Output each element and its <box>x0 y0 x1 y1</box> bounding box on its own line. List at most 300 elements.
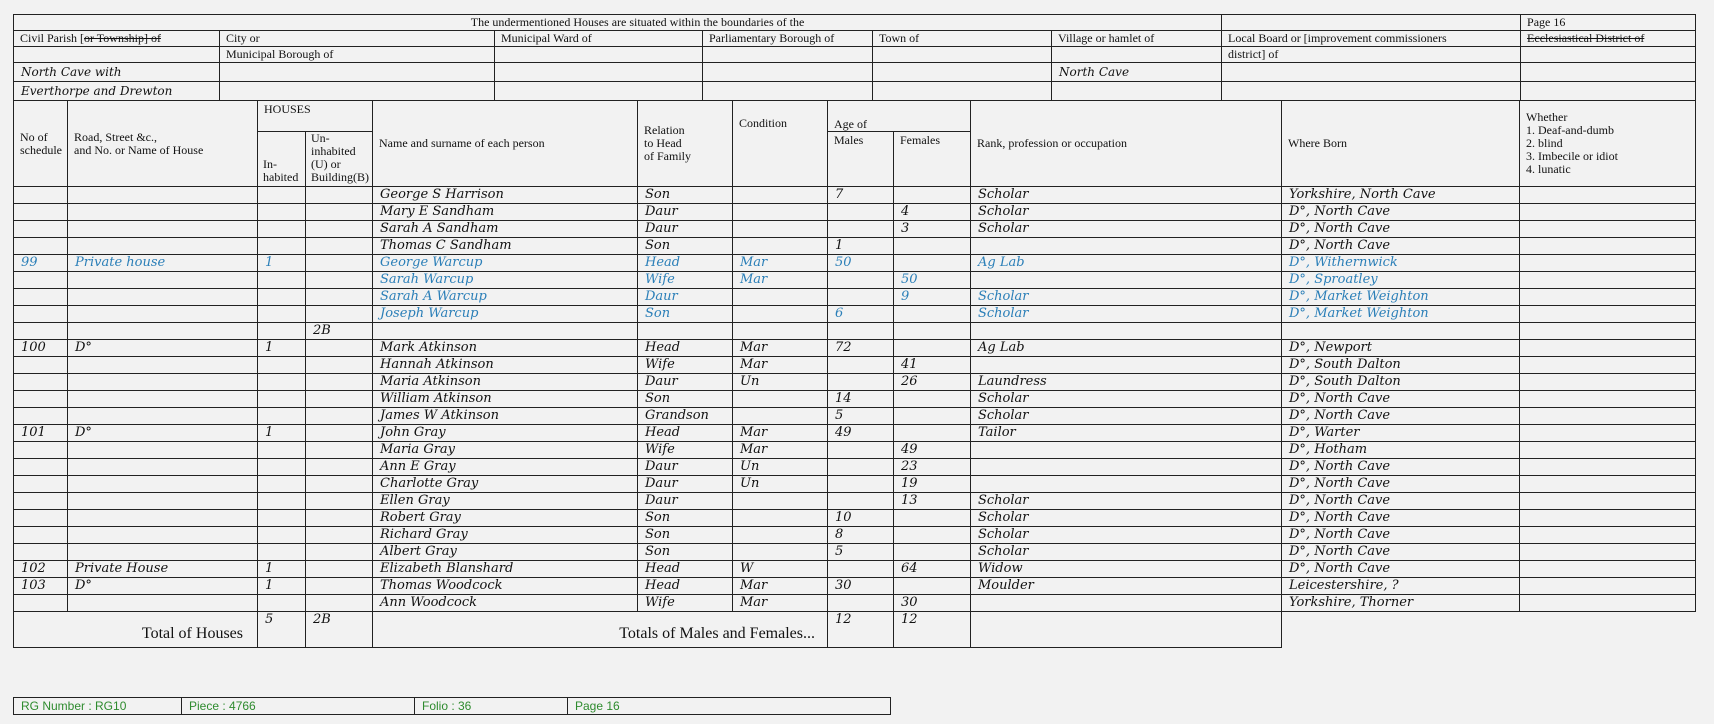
relation-cell: Daur <box>638 493 733 510</box>
whether-cell <box>1520 510 1696 527</box>
female-age-cell: 26 <box>894 374 971 391</box>
occupation-cell: Scholar <box>971 391 1282 408</box>
uninhabited-cell <box>306 221 373 238</box>
whether-cell <box>1520 442 1696 459</box>
female-age-cell: 23 <box>894 459 971 476</box>
birthplace-cell: D°, North Cave <box>1282 408 1520 425</box>
male-age-cell <box>828 493 894 510</box>
schedule-cell <box>14 459 68 476</box>
uninhabited-cell <box>306 255 373 272</box>
uninhabited-cell <box>306 204 373 221</box>
schedule-cell <box>14 391 68 408</box>
parish-value-2: Everthorpe and Drewton <box>14 82 220 101</box>
road-cell: D° <box>68 340 258 357</box>
relation-cell: Wife <box>638 357 733 374</box>
schedule-cell <box>14 493 68 510</box>
occupation-cell <box>971 323 1282 340</box>
whether-cell <box>1520 289 1696 306</box>
inhabited-cell <box>258 544 306 561</box>
female-age-cell: 49 <box>894 442 971 459</box>
relation-cell: Head <box>638 561 733 578</box>
male-age-cell <box>828 204 894 221</box>
male-age-cell <box>828 442 894 459</box>
condition-cell <box>733 323 828 340</box>
whether-cell <box>1520 493 1696 510</box>
name-cell: Richard Gray <box>373 527 638 544</box>
ecclesiastical-label: Ecclesiastical District of <box>1521 31 1696 47</box>
name-cell: George S Harrison <box>373 187 638 204</box>
condition-cell: Mar <box>733 340 828 357</box>
birthplace-cell: D°, Warter <box>1282 425 1520 442</box>
condition-cell <box>733 306 828 323</box>
table-row <box>14 595 1696 612</box>
schedule-cell <box>14 357 68 374</box>
inhabited-cell <box>258 306 306 323</box>
inhabited-cell <box>258 323 306 340</box>
town-label: Town of <box>873 31 1052 47</box>
occupation-cell: Scholar <box>971 408 1282 425</box>
table-row <box>14 561 1696 578</box>
schedule-cell: 102 <box>14 561 68 578</box>
folio-number: Folio : 36 <box>415 698 568 715</box>
municipal-borough-label: Municipal Borough of <box>220 47 495 63</box>
whether-cell <box>1520 459 1696 476</box>
male-age-cell: 5 <box>828 544 894 561</box>
schedule-cell <box>14 544 68 561</box>
name-cell <box>373 323 638 340</box>
name-cell: Sarah A Sandham <box>373 221 638 238</box>
road-cell <box>68 544 258 561</box>
table-row <box>14 323 1696 340</box>
page-number: Page 16 <box>568 698 891 715</box>
birthplace-cell: Yorkshire, North Cave <box>1282 187 1520 204</box>
name-cell: Ellen Gray <box>373 493 638 510</box>
condition-cell <box>733 391 828 408</box>
whether-cell <box>1520 238 1696 255</box>
name-cell: Mary E Sandham <box>373 204 638 221</box>
female-age-cell <box>894 425 971 442</box>
whether-cell <box>1520 187 1696 204</box>
occupation-cell <box>971 272 1282 289</box>
inhabited-cell <box>258 527 306 544</box>
table-row <box>14 544 1696 561</box>
male-age-cell <box>828 272 894 289</box>
page-label: Page 16 <box>1521 15 1696 31</box>
header-table <box>13 14 1696 101</box>
female-age-cell: 41 <box>894 357 971 374</box>
inhabited-cell <box>258 459 306 476</box>
schedule-cell: 101 <box>14 425 68 442</box>
table-row <box>14 289 1696 306</box>
schedule-cell <box>14 374 68 391</box>
occupation-cell: Scholar <box>971 289 1282 306</box>
schedule-cell: 99 <box>14 255 68 272</box>
female-age-cell <box>894 408 971 425</box>
total-inhabited: 5 <box>258 612 306 648</box>
inhabited-cell <box>258 391 306 408</box>
relation-cell: Head <box>638 255 733 272</box>
male-age-cell: 7 <box>828 187 894 204</box>
birthplace-cell: Leicestershire, ? <box>1282 578 1520 595</box>
schedule-cell <box>14 289 68 306</box>
schedule-cell <box>14 221 68 238</box>
male-age-cell <box>828 595 894 612</box>
table-row <box>14 238 1696 255</box>
condition-cell <box>733 510 828 527</box>
road-cell <box>68 408 258 425</box>
whether-cell <box>1520 357 1696 374</box>
schedule-cell <box>14 187 68 204</box>
relation-cell <box>638 323 733 340</box>
female-age-cell <box>894 544 971 561</box>
birthplace-cell: D°, North Cave <box>1282 391 1520 408</box>
whether-cell <box>1520 561 1696 578</box>
female-age-cell <box>894 187 971 204</box>
table-row <box>14 391 1696 408</box>
total-males: 12 <box>828 612 894 648</box>
schedule-cell <box>14 272 68 289</box>
uninhabited-cell <box>306 306 373 323</box>
occupation-cell <box>971 476 1282 493</box>
relation-cell: Daur <box>638 221 733 238</box>
uninhabited-cell <box>306 340 373 357</box>
schedule-cell <box>14 595 68 612</box>
birthplace-cell: D°, Market Weighton <box>1282 289 1520 306</box>
col-born: Where Born <box>1282 101 1520 187</box>
road-cell <box>68 527 258 544</box>
schedule-cell <box>14 323 68 340</box>
name-cell: Sarah A Warcup <box>373 289 638 306</box>
road-cell: Private house <box>68 255 258 272</box>
name-cell: William Atkinson <box>373 391 638 408</box>
inhabited-cell: 1 <box>258 425 306 442</box>
birthplace-cell: D°, South Dalton <box>1282 357 1520 374</box>
relation-cell: Grandson <box>638 408 733 425</box>
total-houses-label: Total of Houses <box>14 612 258 648</box>
relation-cell: Daur <box>638 289 733 306</box>
col-relation: Relation to Head of Family <box>638 101 733 187</box>
road-cell <box>68 272 258 289</box>
schedule-cell <box>14 306 68 323</box>
schedule-cell <box>14 442 68 459</box>
col-whether: Whether 1. Deaf-and-dumb 2. blind 3. Imbecile or idiot 4. lunatic <box>1520 101 1696 187</box>
relation-cell: Son <box>638 306 733 323</box>
inhabited-cell <box>258 238 306 255</box>
schedule-cell <box>14 527 68 544</box>
inhabited-cell <box>258 408 306 425</box>
occupation-cell: Widow <box>971 561 1282 578</box>
female-age-cell: 19 <box>894 476 971 493</box>
road-cell <box>68 221 258 238</box>
name-cell: Robert Gray <box>373 510 638 527</box>
schedule-cell: 103 <box>14 578 68 595</box>
inhabited-cell <box>258 476 306 493</box>
col-schedule: No of schedule <box>14 101 68 187</box>
whether-cell <box>1520 272 1696 289</box>
local-board-label-2: district] of <box>1222 47 1521 63</box>
occupation-cell: Scholar <box>971 544 1282 561</box>
inhabited-cell <box>258 374 306 391</box>
female-age-cell <box>894 510 971 527</box>
condition-cell <box>733 238 828 255</box>
male-age-cell: 8 <box>828 527 894 544</box>
female-age-cell: 3 <box>894 221 971 238</box>
whether-cell <box>1520 578 1696 595</box>
male-age-cell: 6 <box>828 306 894 323</box>
whether-cell <box>1520 221 1696 238</box>
condition-cell <box>733 408 828 425</box>
name-cell: Thomas C Sandham <box>373 238 638 255</box>
occupation-cell <box>971 459 1282 476</box>
inhabited-cell <box>258 187 306 204</box>
village-value: North Cave <box>1052 63 1222 82</box>
road-cell <box>68 374 258 391</box>
male-age-cell <box>828 476 894 493</box>
col-condition: Condition <box>733 101 828 187</box>
occupation-cell: Ag Lab <box>971 340 1282 357</box>
uninhabited-cell <box>306 289 373 306</box>
birthplace-cell: D°, North Cave <box>1282 476 1520 493</box>
uninhabited-cell <box>306 476 373 493</box>
table-row <box>14 187 1696 204</box>
occupation-cell: Laundress <box>971 374 1282 391</box>
whether-cell <box>1520 425 1696 442</box>
table-row <box>14 527 1696 544</box>
whether-cell <box>1520 408 1696 425</box>
schedule-cell <box>14 476 68 493</box>
table-row <box>14 272 1696 289</box>
male-age-cell: 72 <box>828 340 894 357</box>
birthplace-cell: D°, North Cave <box>1282 544 1520 561</box>
birthplace-cell: D°, North Cave <box>1282 459 1520 476</box>
inhabited-cell <box>258 510 306 527</box>
uninhabited-cell <box>306 459 373 476</box>
condition-cell: Mar <box>733 357 828 374</box>
name-cell: Charlotte Gray <box>373 476 638 493</box>
birthplace-cell: D°, North Cave <box>1282 238 1520 255</box>
relation-cell: Son <box>638 527 733 544</box>
occupation-cell <box>971 238 1282 255</box>
schedule-cell <box>14 510 68 527</box>
male-age-cell <box>828 357 894 374</box>
table-row <box>14 510 1696 527</box>
road-cell: D° <box>68 578 258 595</box>
birthplace-cell: D°, North Cave <box>1282 221 1520 238</box>
road-cell <box>68 595 258 612</box>
inhabited-cell <box>258 493 306 510</box>
birthplace-cell: Yorkshire, Thorner <box>1282 595 1520 612</box>
uninhabited-cell <box>306 578 373 595</box>
female-age-cell: 4 <box>894 204 971 221</box>
birthplace-cell: D°, Withernwick <box>1282 255 1520 272</box>
female-age-cell <box>894 391 971 408</box>
male-age-cell <box>828 323 894 340</box>
uninhabited-cell <box>306 238 373 255</box>
uninhabited-cell <box>306 357 373 374</box>
uninhabited-cell <box>306 272 373 289</box>
inhabited-cell <box>258 357 306 374</box>
name-cell: Elizabeth Blanshard <box>373 561 638 578</box>
table-row <box>14 255 1696 272</box>
table-row <box>14 493 1696 510</box>
female-age-cell: 50 <box>894 272 971 289</box>
birthplace-cell: D°, South Dalton <box>1282 374 1520 391</box>
whether-cell <box>1520 527 1696 544</box>
birthplace-cell: D°, North Cave <box>1282 204 1520 221</box>
name-cell: John Gray <box>373 425 638 442</box>
name-cell: George Warcup <box>373 255 638 272</box>
schedule-cell <box>14 204 68 221</box>
male-age-cell <box>828 289 894 306</box>
birthplace-cell: D°, North Cave <box>1282 510 1520 527</box>
col-age-of: Age of <box>828 101 971 132</box>
road-cell <box>68 238 258 255</box>
boundaries-text: The undermentioned Houses are situated within the boundaries of the <box>14 15 1222 31</box>
uninhabited-cell <box>306 374 373 391</box>
relation-cell: Son <box>638 510 733 527</box>
whether-cell <box>1520 340 1696 357</box>
male-age-cell <box>828 374 894 391</box>
table-row <box>14 425 1696 442</box>
schedule-cell <box>14 408 68 425</box>
table-row <box>14 340 1696 357</box>
road-cell <box>68 442 258 459</box>
relation-cell: Son <box>638 238 733 255</box>
name-cell: Ann E Gray <box>373 459 638 476</box>
occupation-cell: Tailor <box>971 425 1282 442</box>
male-age-cell: 50 <box>828 255 894 272</box>
inhabited-cell: 1 <box>258 561 306 578</box>
occupation-cell <box>971 595 1282 612</box>
road-cell <box>68 391 258 408</box>
name-cell: Ann Woodcock <box>373 595 638 612</box>
occupation-cell: Scholar <box>971 221 1282 238</box>
schedule-cell: 100 <box>14 340 68 357</box>
table-row <box>14 408 1696 425</box>
census-sheet <box>13 14 1696 648</box>
occupation-cell: Scholar <box>971 306 1282 323</box>
condition-cell: Mar <box>733 595 828 612</box>
birthplace-cell: D°, Market Weighton <box>1282 306 1520 323</box>
name-cell: Thomas Woodcock <box>373 578 638 595</box>
inhabited-cell <box>258 221 306 238</box>
city-label: City or <box>220 31 495 47</box>
uninhabited-cell <box>306 561 373 578</box>
col-females: Females <box>894 132 971 187</box>
uninhabited-cell <box>306 510 373 527</box>
female-age-cell: 13 <box>894 493 971 510</box>
female-age-cell <box>894 578 971 595</box>
whether-cell <box>1520 544 1696 561</box>
uninhabited-cell: 2B <box>306 323 373 340</box>
whether-cell <box>1520 306 1696 323</box>
occupation-cell: Scholar <box>971 493 1282 510</box>
table-row <box>14 204 1696 221</box>
uninhabited-cell <box>306 408 373 425</box>
header-blank <box>1222 15 1521 31</box>
road-cell <box>68 306 258 323</box>
male-age-cell: 1 <box>828 238 894 255</box>
reference-footer <box>13 697 891 715</box>
condition-cell: W <box>733 561 828 578</box>
condition-cell <box>733 527 828 544</box>
condition-cell <box>733 289 828 306</box>
birthplace-cell: D°, Sproatley <box>1282 272 1520 289</box>
total-uninhabited: 2B <box>306 612 373 648</box>
table-row <box>14 374 1696 391</box>
name-cell: Joseph Warcup <box>373 306 638 323</box>
census-rows <box>14 187 1696 612</box>
occupation-cell <box>971 357 1282 374</box>
relation-cell: Daur <box>638 374 733 391</box>
occupation-cell: Scholar <box>971 510 1282 527</box>
inhabited-cell: 1 <box>258 255 306 272</box>
inhabited-cell <box>258 595 306 612</box>
inhabited-cell <box>258 272 306 289</box>
birthplace-cell: D°, Hotham <box>1282 442 1520 459</box>
road-cell <box>68 493 258 510</box>
table-row <box>14 221 1696 238</box>
birthplace-cell <box>1282 323 1520 340</box>
condition-cell: Un <box>733 459 828 476</box>
male-age-cell: 14 <box>828 391 894 408</box>
inhabited-cell: 1 <box>258 340 306 357</box>
uninhabited-cell <box>306 493 373 510</box>
col-occupation: Rank, profession or occupation <box>971 101 1282 187</box>
name-cell: Hannah Atkinson <box>373 357 638 374</box>
birthplace-cell: D°, North Cave <box>1282 493 1520 510</box>
village-label: Village or hamlet of <box>1052 31 1222 47</box>
condition-cell <box>733 204 828 221</box>
name-cell: Mark Atkinson <box>373 340 638 357</box>
road-cell <box>68 204 258 221</box>
uninhabited-cell <box>306 391 373 408</box>
condition-cell <box>733 544 828 561</box>
col-uninhabited: Un- inhabited (U) or Building(B) <box>306 132 373 187</box>
condition-cell: Mar <box>733 578 828 595</box>
whether-cell <box>1520 595 1696 612</box>
uninhabited-cell <box>306 544 373 561</box>
col-road: Road, Street &c., and No. or Name of House <box>68 101 258 187</box>
female-age-cell <box>894 340 971 357</box>
male-age-cell: 10 <box>828 510 894 527</box>
name-cell: Sarah Warcup <box>373 272 638 289</box>
civil-parish-label: Civil Parish [or Township] of <box>14 31 220 47</box>
relation-cell: Son <box>638 187 733 204</box>
table-row <box>14 459 1696 476</box>
condition-cell <box>733 493 828 510</box>
census-table <box>13 100 1696 648</box>
birthplace-cell: D°, North Cave <box>1282 527 1520 544</box>
relation-cell: Head <box>638 425 733 442</box>
female-age-cell: 9 <box>894 289 971 306</box>
name-cell: Maria Atkinson <box>373 374 638 391</box>
table-row <box>14 357 1696 374</box>
condition-cell: Mar <box>733 425 828 442</box>
total-females: 12 <box>894 612 971 648</box>
road-cell <box>68 357 258 374</box>
col-males: Males <box>828 132 894 187</box>
female-age-cell: 30 <box>894 595 971 612</box>
occupation-cell: Moulder <box>971 578 1282 595</box>
name-cell: Albert Gray <box>373 544 638 561</box>
relation-cell: Wife <box>638 595 733 612</box>
uninhabited-cell <box>306 527 373 544</box>
condition-cell: Mar <box>733 272 828 289</box>
female-age-cell <box>894 255 971 272</box>
road-cell <box>68 323 258 340</box>
road-cell <box>68 187 258 204</box>
